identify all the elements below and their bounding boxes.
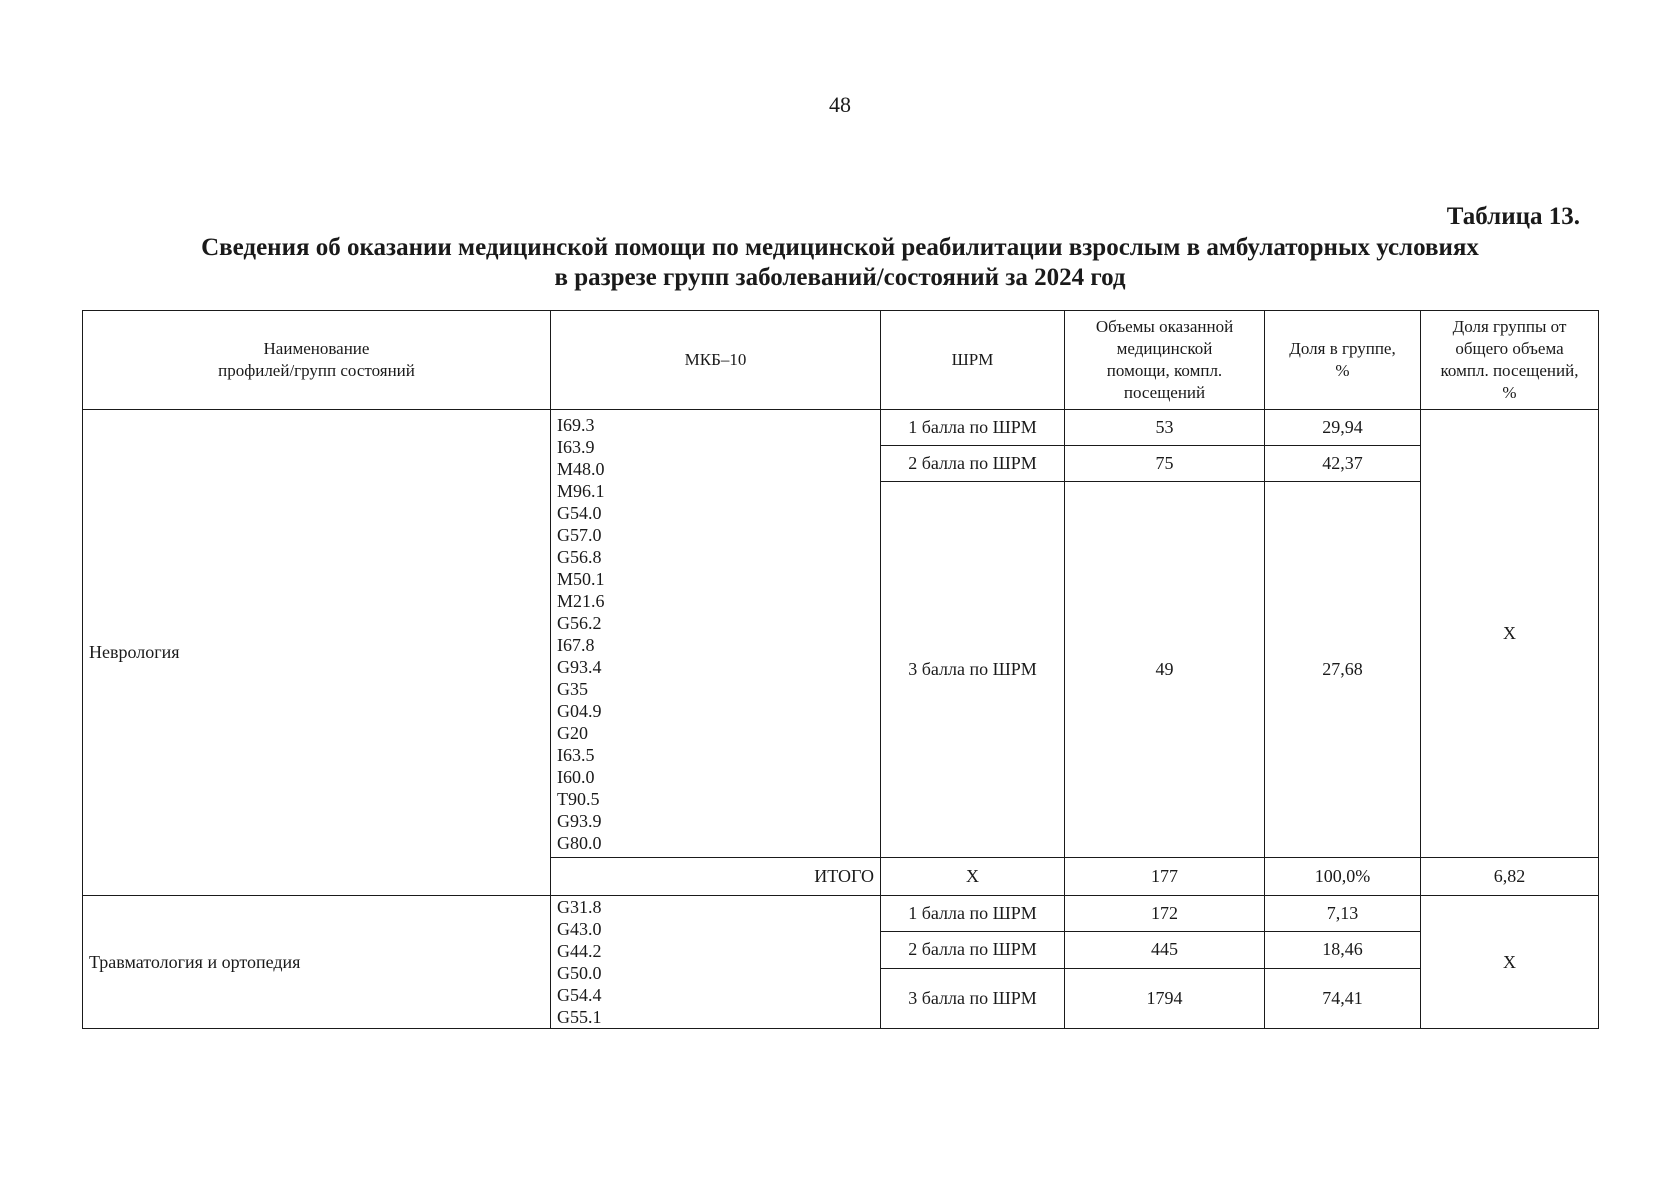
shrm-cell: 1 балла по ШРМ — [881, 896, 1065, 932]
header-group-share-line-4: % — [1502, 383, 1517, 402]
icd-code: I67.8 — [557, 634, 595, 655]
header-volume — [1065, 311, 1265, 410]
share-cell: 18,46 — [1265, 932, 1421, 968]
total-share: 100,0% — [1265, 858, 1421, 896]
icd-code: T90.5 — [557, 788, 600, 809]
icd-code: G43.0 — [557, 919, 602, 939]
icd-code: I69.3 — [557, 414, 595, 435]
share-cell: 27,68 — [1265, 482, 1421, 858]
shrm-cell: 3 балла по ШРМ — [881, 968, 1065, 1028]
icd-code: G56.2 — [557, 612, 602, 633]
share-cell: 29,94 — [1265, 410, 1421, 446]
icd-code: M50.1 — [557, 568, 605, 589]
icd-code: G80.0 — [557, 832, 602, 853]
icd-code: G93.4 — [557, 656, 602, 677]
header-group-share-line-3: компл. посещений, — [1440, 361, 1579, 380]
header-shrm: ШРМ — [881, 311, 1065, 410]
header-volume-line-1: Объемы оказанной — [1095, 317, 1234, 336]
icd-code: I63.5 — [557, 744, 595, 765]
icd-code: G44.2 — [557, 941, 602, 961]
rehabilitation-table — [82, 310, 1599, 1029]
header-group-share — [1421, 311, 1599, 410]
share-cell: 7,13 — [1265, 896, 1421, 932]
volume-cell: 1794 — [1065, 968, 1265, 1028]
table-title-line-2: в разрезе групп заболеваний/состояний за 2024 год — [554, 264, 1126, 291]
header-volume-line-2: медицинской — [1116, 339, 1213, 358]
icd-code: I60.0 — [557, 766, 595, 787]
header-icd: МКБ–10 — [551, 311, 881, 410]
header-share — [1265, 311, 1421, 410]
icd-code: M48.0 — [557, 458, 605, 479]
icd-code: M21.6 — [557, 590, 605, 611]
header-share-line-1: Доля в группе, — [1289, 339, 1396, 358]
header-name-line-2: профилей/групп состояний — [218, 361, 415, 380]
table-number: Таблица 13. — [1446, 203, 1580, 230]
icd-code: M96.1 — [557, 480, 605, 501]
icd-code: G50.0 — [557, 963, 602, 983]
volume-cell: 445 — [1065, 932, 1265, 968]
shrm-cell: 2 балла по ШРМ — [881, 446, 1065, 482]
group-share-cell: Х — [1421, 410, 1599, 858]
header-share-line-2: % — [1335, 361, 1350, 380]
volume-cell: 49 — [1065, 482, 1265, 858]
share-cell: 42,37 — [1265, 446, 1421, 482]
table-row — [83, 896, 1599, 932]
header-name-line-1: Наименование — [263, 339, 370, 358]
icd-code: G93.9 — [557, 810, 602, 831]
volume-cell: 75 — [1065, 446, 1265, 482]
volume-cell: 172 — [1065, 896, 1265, 932]
header-group-share-line-1: Доля группы от — [1452, 317, 1567, 336]
volume-cell: 53 — [1065, 410, 1265, 446]
total-shrm: Х — [881, 858, 1065, 896]
total-label: ИТОГО — [551, 858, 881, 896]
table-title — [110, 233, 1570, 293]
icd-code: G54.4 — [557, 985, 602, 1005]
group-share-cell: Х — [1421, 896, 1599, 1029]
header-volume-line-3: помощи, компл. — [1106, 361, 1223, 380]
icd-code: G31.8 — [557, 897, 602, 917]
table-title-line-1: Сведения об оказании медицинской помощи по медицинской реабилитации взрослым в амбулаторных условиях — [201, 234, 1479, 261]
icd-code: I63.9 — [557, 436, 595, 457]
icd-code: G35 — [557, 678, 588, 699]
group-name: Травматология и ортопедия — [83, 896, 551, 1029]
share-cell: 74,41 — [1265, 968, 1421, 1028]
icd-code-list — [551, 896, 881, 1029]
icd-code: G04.9 — [557, 700, 602, 721]
header-group-share-line-2: общего объема — [1455, 339, 1564, 358]
group-name: Неврология — [83, 410, 551, 896]
table-row — [83, 410, 1599, 446]
page-number: 48 — [829, 92, 851, 117]
icd-code: G20 — [557, 722, 588, 743]
icd-code-list — [551, 410, 881, 858]
shrm-cell: 1 балла по ШРМ — [881, 410, 1065, 446]
icd-code: G55.1 — [557, 1007, 602, 1027]
total-group-share: 6,82 — [1421, 858, 1599, 896]
icd-code: G54.0 — [557, 502, 602, 523]
header-volume-line-4: посещений — [1123, 383, 1206, 402]
table-header-row — [83, 311, 1599, 410]
total-volume: 177 — [1065, 858, 1265, 896]
icd-code: G57.0 — [557, 524, 602, 545]
shrm-cell: 2 балла по ШРМ — [881, 932, 1065, 968]
shrm-cell: 3 балла по ШРМ — [881, 482, 1065, 858]
header-name — [83, 311, 551, 410]
icd-code: G56.8 — [557, 546, 602, 567]
